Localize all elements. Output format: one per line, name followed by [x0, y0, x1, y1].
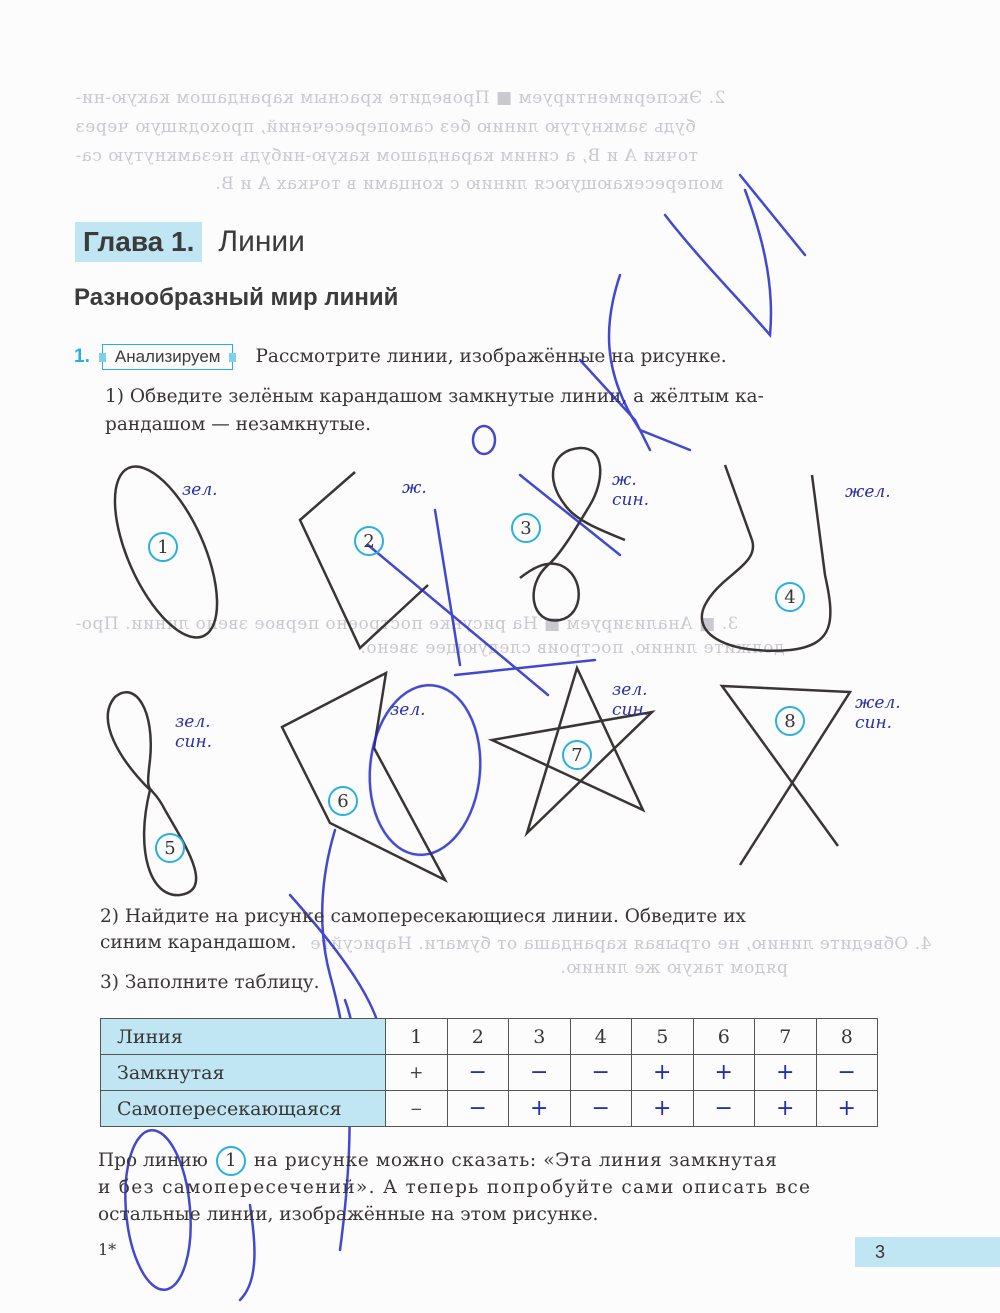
handwritten-note: зел. син. — [175, 712, 213, 752]
task-number: 1. — [74, 346, 90, 367]
handwritten-note: зел. — [182, 480, 218, 500]
signature-mark: 1* — [98, 1240, 117, 1259]
table-cell[interactable]: + — [509, 1091, 571, 1127]
bleed-through-text: будь замкнутую линию без самопересечений, проходящую через — [75, 117, 696, 137]
closing-text: на рисунке можно сказать: «Эта линия замкнутая — [253, 1150, 778, 1171]
table-cell[interactable]: − — [447, 1055, 509, 1091]
closing-line-3: остальные линии, изображённые на этом рисунке. — [98, 1204, 599, 1225]
table-cell[interactable]: − — [570, 1055, 632, 1091]
row-label: Замкнутая — [101, 1055, 386, 1091]
bleed-through-text: мопересекающуюся линию с концами в точках A и B. — [215, 174, 724, 194]
table-column-header: 7 — [755, 1019, 817, 1055]
step2-text: синим карандашом. — [100, 932, 297, 953]
chapter-title: Линии — [218, 225, 305, 258]
page-number: 3 — [855, 1237, 1000, 1267]
figure-label-5: 5 — [155, 833, 185, 863]
closing-line-2: и без самопересечений». А теперь попробуйте сами описать все — [98, 1177, 812, 1198]
table-cell[interactable]: − — [570, 1091, 632, 1127]
closing-line-1 — [98, 1146, 777, 1176]
table-column-header: 2 — [447, 1019, 509, 1055]
table-column-header: 1 — [386, 1019, 448, 1055]
table-cell[interactable]: + — [693, 1055, 755, 1091]
table-header-label: Линия — [101, 1019, 386, 1055]
closing-text: Про линию — [98, 1150, 208, 1171]
table-cell[interactable]: − — [447, 1091, 509, 1127]
step3-text: 3) Заполните таблицу. — [100, 972, 320, 993]
table-column-header: 5 — [632, 1019, 694, 1055]
step1-text: 1) Обведите зелёным карандашом замкнутые линии, а жёлтым ка- — [105, 386, 764, 407]
table-cell[interactable]: − — [509, 1055, 571, 1091]
section-title: Разнообразный мир линий — [74, 284, 399, 311]
table-column-header: 3 — [509, 1019, 571, 1055]
task-type-tag: Анализируем — [102, 344, 234, 370]
figure-label-3: 3 — [511, 513, 541, 543]
figure-label-4: 4 — [775, 582, 805, 612]
table-cell[interactable]: − — [693, 1091, 755, 1127]
bleed-through-text: 2. Экспериментируем ■ Проведите красным карандашом какую-ни- — [75, 88, 726, 108]
handwritten-note: зел. — [390, 700, 426, 720]
bleed-through-text: должите линию, построив следующее звено. — [360, 638, 785, 658]
table-row-closed — [101, 1055, 878, 1091]
table-column-header: 4 — [570, 1019, 632, 1055]
step1-text: рандашом — незамкнутые. — [105, 414, 371, 435]
line-2-broken — [300, 472, 428, 648]
bleed-through-text: рядом такую же линию. — [560, 958, 788, 978]
figure-label-7: 7 — [562, 740, 592, 770]
step2-text: 2) Найдите на рисунке самопересекающиеся линии. Обведите их — [100, 906, 746, 927]
task-intro: Рассмотрите линии, изображённые на рисунке. — [255, 346, 727, 367]
handwritten-note: жел. син. — [855, 693, 901, 733]
handwritten-note: зел. син. — [612, 680, 650, 720]
figure-label-1: 1 — [148, 532, 178, 562]
table-cell[interactable]: + — [386, 1055, 448, 1091]
table-cell[interactable]: − — [386, 1091, 448, 1127]
bleed-through-text: точки A и B, а синим карандашом какую-нибудь незамкнутую са- — [75, 146, 698, 166]
line-4-curve — [702, 465, 831, 651]
table-cell[interactable]: + — [632, 1055, 694, 1091]
table-row-self-intersecting — [101, 1091, 878, 1127]
table-header-row — [101, 1019, 878, 1055]
bleed-through-text: 3. ■ Анализируем ■ На рисунке построено первое звено линии. Про- — [75, 614, 739, 634]
chapter-label: Глава 1. — [75, 222, 202, 262]
table-cell[interactable]: + — [755, 1055, 817, 1091]
figure-label-2: 2 — [354, 526, 384, 556]
table-cell[interactable]: + — [632, 1091, 694, 1127]
table-cell[interactable]: + — [816, 1091, 878, 1127]
table-cell[interactable]: + — [755, 1091, 817, 1127]
table-column-header: 8 — [816, 1019, 878, 1055]
table-cell[interactable]: − — [816, 1055, 878, 1091]
figure-label-8: 8 — [775, 706, 805, 736]
table-column-header: 6 — [693, 1019, 755, 1055]
inline-figure-label: 1 — [216, 1146, 246, 1176]
bleed-through-text: 4. Обведите линию, не отрывая карандаша от бумаги. Нарисуйте — [310, 934, 932, 954]
handwritten-note: ж. син. — [612, 470, 650, 510]
figure-label-6: 6 — [328, 786, 358, 816]
handwritten-note: жел. — [845, 482, 891, 502]
handwritten-note: ж. — [402, 478, 427, 498]
answer-table — [100, 1018, 878, 1127]
row-label: Самопересекающаяся — [101, 1091, 386, 1127]
